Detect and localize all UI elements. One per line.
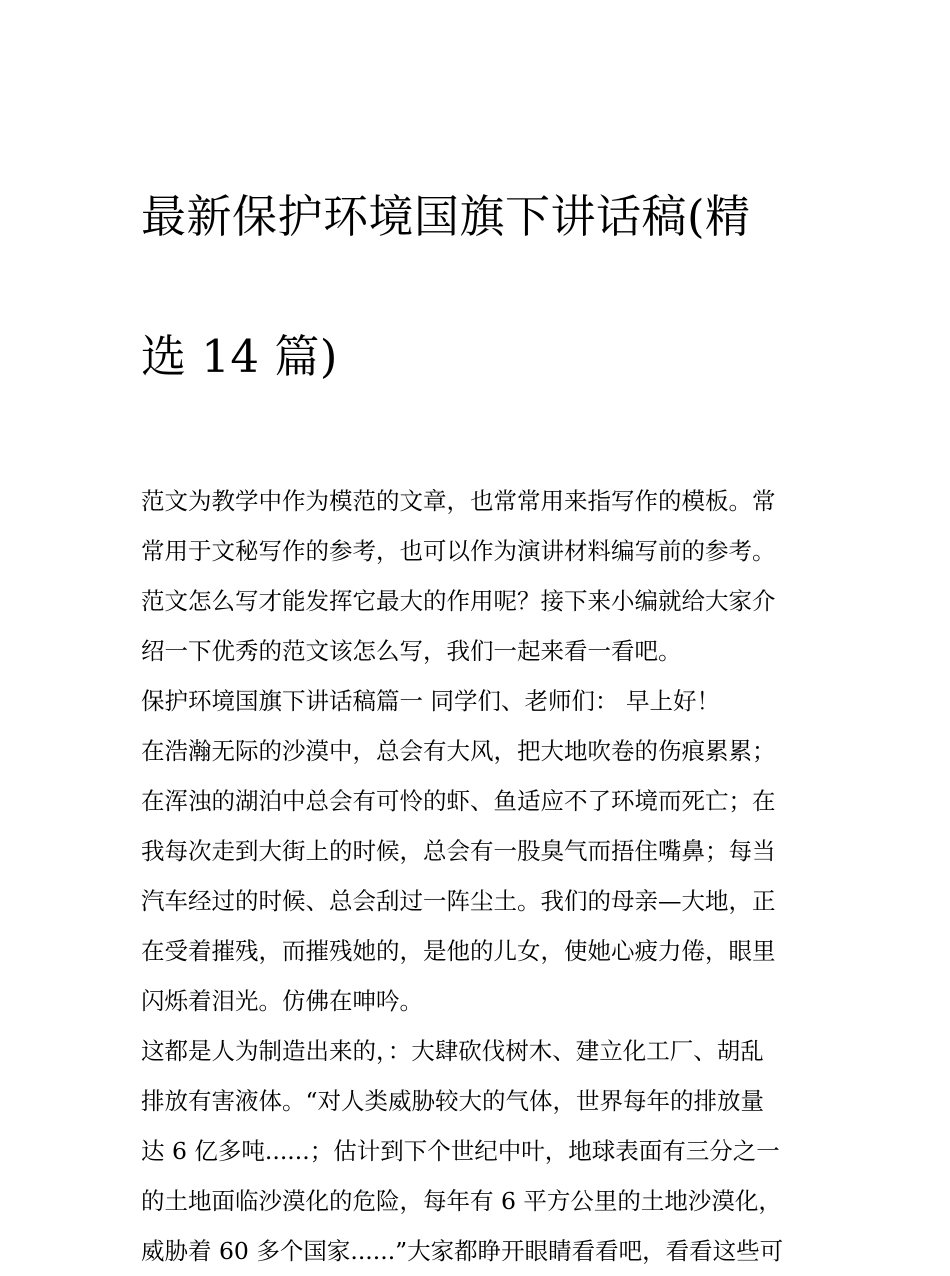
paragraph-human-causes xyxy=(141,1026,813,1276)
title-line-1: 最新保护环境国旗下讲话稿(精 xyxy=(141,190,751,243)
text-line: 排放有害液体。“对人类威胁较大的气体，世界每年的排放量 xyxy=(141,1087,765,1115)
text-line: 汽车经过的时候、总会刮过一阵尘土。我们的母亲—大地，正 xyxy=(141,887,776,915)
document-body xyxy=(141,476,813,1276)
text-line: 绍一下优秀的范文该怎么写，我们一起来看一看吧。 xyxy=(141,637,682,665)
text-line: 在受着摧残，而摧残她的，是他的儿女，使她心疲力倦，眼里 xyxy=(141,937,776,965)
text-line: 范文为教学中作为模范的文章，也常常用来指写作的模板。常 xyxy=(141,487,776,515)
paragraph-intro xyxy=(141,476,813,676)
document-title xyxy=(141,112,813,462)
text-line: 范文怎么写才能发挥它最大的作用呢？接下来小编就给大家介 xyxy=(141,587,776,615)
document-content xyxy=(141,112,813,1276)
paragraph-greeting xyxy=(141,676,813,726)
paragraph-desert xyxy=(141,726,813,1026)
text-line: 在浑浊的湖泊中总会有可怜的虾、鱼适应不了环境而死亡；在 xyxy=(141,787,776,815)
text-line: 我每次走到大街上的时候，总会有一股臭气而捂住嘴鼻；每当 xyxy=(141,837,776,865)
text-line: 的土地面临沙漠化的危险，每年有 6 平方公里的土地沙漠化， xyxy=(141,1187,782,1215)
text-line: 保护环境国旗下讲话稿篇一 同学们、老师们： 早上好！ xyxy=(141,687,720,715)
text-line: 常用于文秘写作的参考，也可以作为演讲材料编写前的参考。 xyxy=(141,537,776,565)
title-line-2: 选 14 篇) xyxy=(141,330,338,383)
text-line: 威胁着 60 多个国家......”大家都睁开眼睛看看吧，看看这些可 xyxy=(141,1237,784,1265)
text-line: 达 6 亿多吨......；估计到下个世纪中叶，地球表面有三分之一 xyxy=(141,1137,780,1165)
text-line: 在浩瀚无际的沙漠中，总会有大风，把大地吹卷的伤痕累累； xyxy=(141,737,776,765)
text-line: 这都是人为制造出来的，：大肆砍伐树木、建立化工厂、胡乱 xyxy=(141,1037,764,1065)
text-line: 闪烁着泪光。仿佛在呻吟。 xyxy=(141,987,423,1015)
